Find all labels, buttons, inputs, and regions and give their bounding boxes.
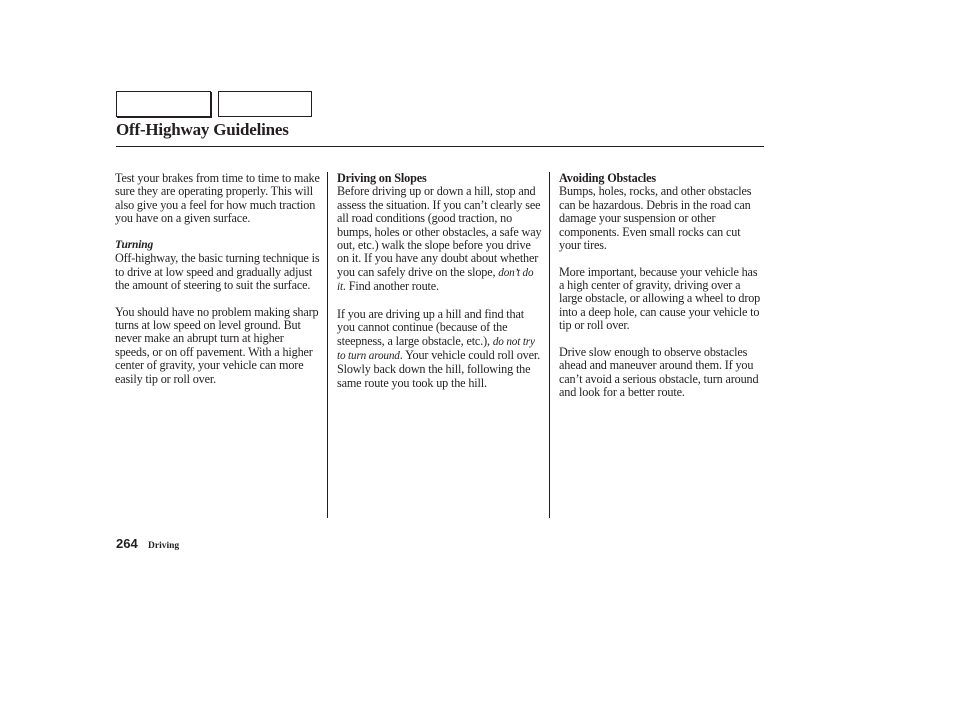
column-divider-1: [327, 172, 328, 518]
title-divider: [116, 146, 764, 147]
slopes-paragraph-2-emphasis: do not try to turn around: [337, 335, 535, 363]
slopes-paragraph-1-text: Before driving up or down a hill, stop and assess the situation. If you can’t clearly see all road conditions (good traction, no bumps, holes or other obstacles, a safe way out, etc.) walk the slope before you drive on it. If you have any doubt about whether you can safely drive on the slope,: [337, 184, 542, 279]
turning-paragraph-1: Off-highway, the basic turning technique is to drive at low speed and gradually adjust the amount of steering to suit the surface.: [115, 251, 320, 293]
column-2: [337, 172, 543, 403]
obstacles-paragraph-2: More important, because your vehicle has a high center of gravity, driving over a large obstacle, or allowing a wheel to drop into a deep hole, can cause your vehicle to tip or roll over.: [559, 264, 761, 333]
slopes-paragraph-1-end: . Find another route.: [342, 279, 439, 294]
column-divider-2: [549, 172, 550, 518]
brake-test-paragraph: Test your brakes from time to time to make sure they are operating properly. This will also give you a feel for how much traction you have on a given surface.: [115, 171, 320, 226]
turning-section: [115, 239, 321, 293]
slopes-paragraph-2: [337, 308, 543, 390]
page-title: Off-Highway Guidelines: [116, 120, 289, 139]
obstacles-paragraph-3: Drive slow enough to observe obstacles ahead and maneuver around them. If you can’t avoid a serious obstacle, turn around and look for a better route.: [559, 344, 759, 400]
nav-box-right[interactable]: [218, 91, 312, 117]
obstacles-section: [559, 172, 765, 252]
nav-box-left[interactable]: [116, 91, 211, 117]
section-name: Driving: [148, 541, 180, 551]
turning-paragraph-2: You should have no problem making sharp turns at low speed on level ground. But never make an abrupt turn at higher speeds, or on off pavement. With a higher center of gravity, your vehicle can more easily tip or roll over.: [115, 304, 319, 386]
slopes-paragraph-1-emphasis: don’t do it: [337, 266, 534, 294]
obstacles-heading: Avoiding Obstacles: [559, 171, 656, 185]
turning-subheading: Turning: [115, 238, 154, 251]
slopes-paragraph-2-text: If you are driving up a hill and find that you cannot continue (because of the steepness, a large obstacle, etc.),: [337, 306, 524, 348]
slopes-paragraph-2-end: . Your vehicle could roll over. Slowly back down the hill, following the same route you took up the hill.: [337, 348, 540, 390]
column-3: [559, 172, 765, 413]
slopes-section: [337, 172, 543, 295]
page-number: 264: [116, 536, 138, 551]
column-1: [115, 172, 321, 399]
obstacles-paragraph-1: Bumps, holes, rocks, and other obstacles can be hazardous. Debris in the road can damage your suspension or other components. Even small rocks can cut your tires.: [559, 184, 752, 253]
slopes-heading: Driving on Slopes: [337, 171, 427, 185]
